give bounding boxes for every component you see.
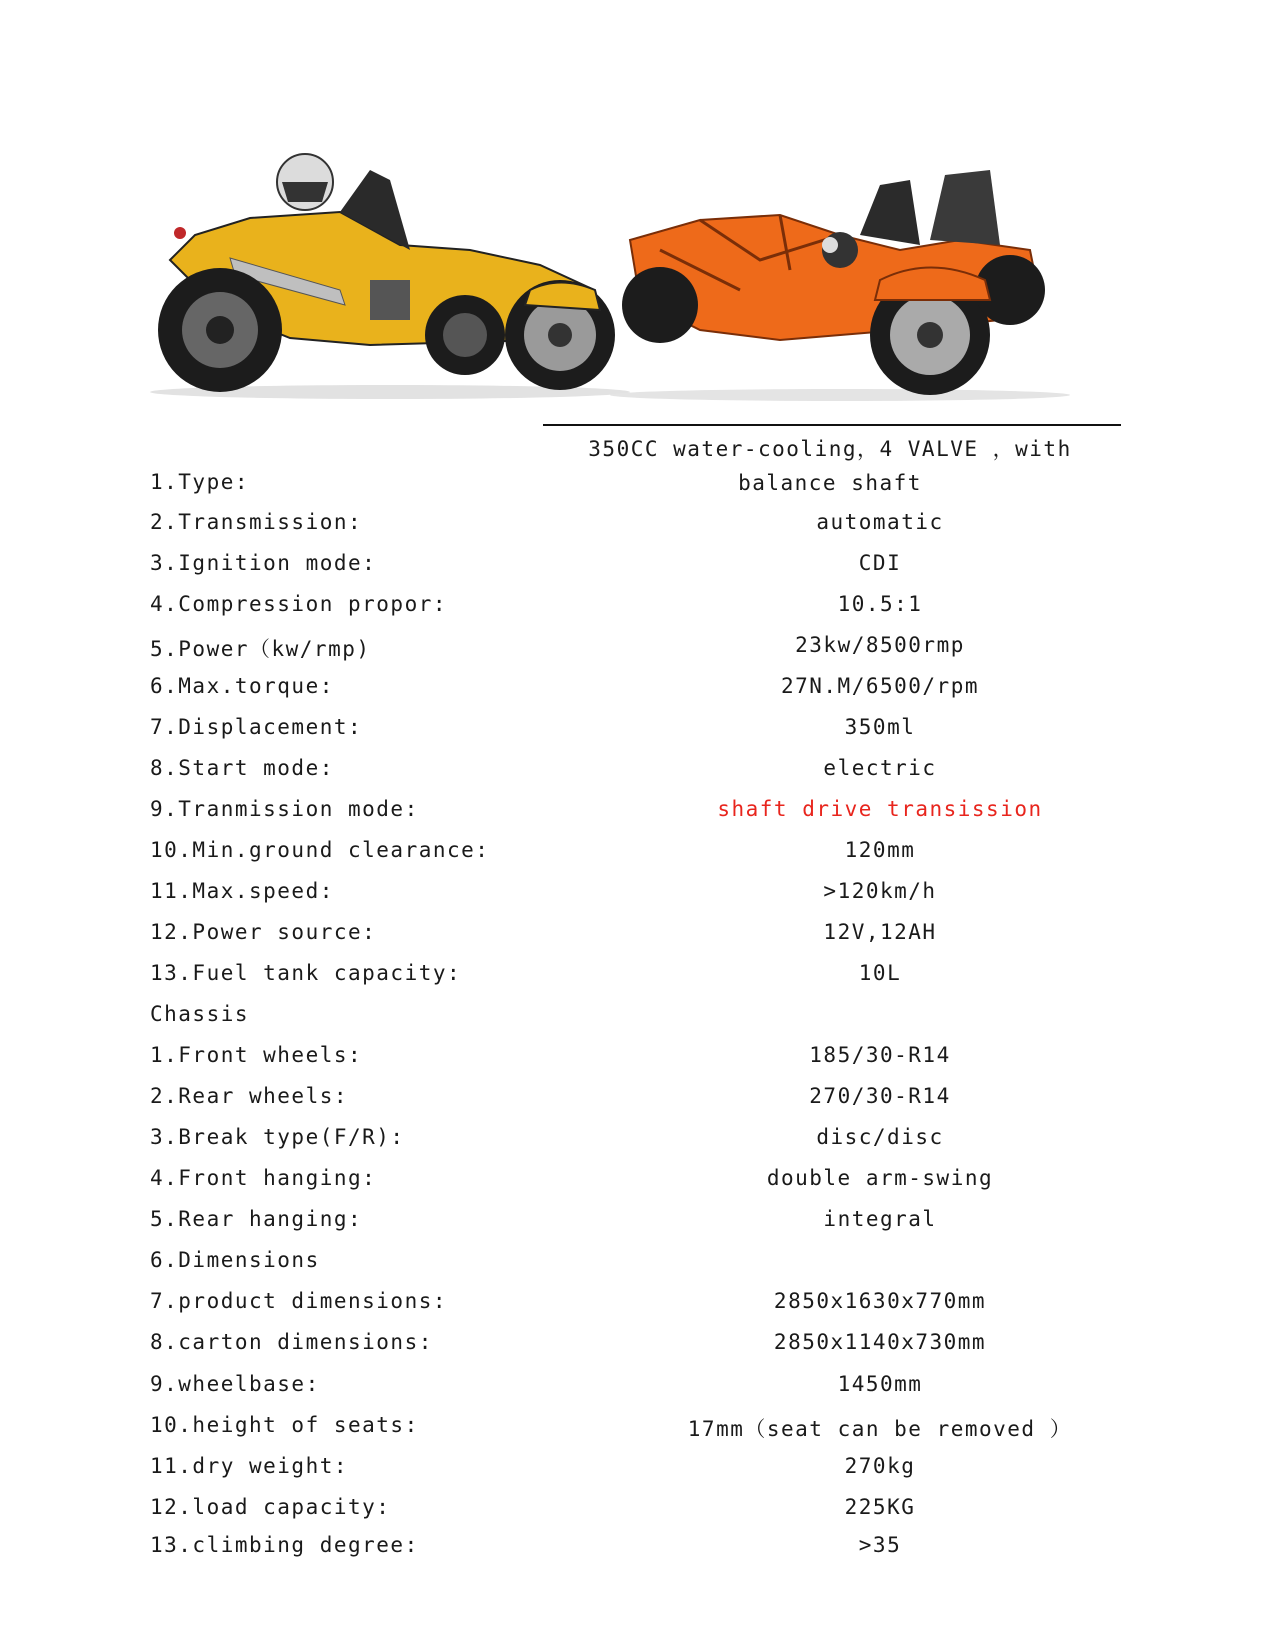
spec-row <box>150 1043 1150 1073</box>
spec-value: integral <box>823 1207 937 1231</box>
spec-value: 27N.M/6500/rpm <box>780 674 979 698</box>
spec-value: 10L <box>858 961 902 985</box>
spec-row <box>150 1372 1150 1402</box>
spec-row <box>150 1125 1150 1155</box>
spec-row <box>150 1413 1150 1443</box>
spec-row <box>150 1084 1150 1114</box>
spec-row <box>150 838 1150 868</box>
spec-label: 6.Max.torque: <box>150 674 334 698</box>
spec-label: 11.Max.speed: <box>150 879 334 903</box>
orange-trike-image <box>610 170 1070 401</box>
spec-label: 3.Ignition mode: <box>150 551 377 575</box>
spec-label: 10.Min.ground clearance: <box>150 838 490 862</box>
spec-value: 270kg <box>844 1454 916 1478</box>
spec-label: 6.Dimensions <box>150 1248 320 1272</box>
spec-label: 11.dry weight: <box>150 1454 349 1478</box>
spec-value-highlight: shaft drive transission <box>717 797 1043 821</box>
spec-value: 12V,12AH <box>823 920 937 944</box>
chassis-heading: Chassis <box>150 1002 250 1026</box>
spec-row <box>150 1533 1150 1563</box>
spec-row <box>150 961 1150 991</box>
spec-label: 5.Rear hanging: <box>150 1207 363 1231</box>
spec-label: 4.Front hanging: <box>150 1166 377 1190</box>
spec-label: 5.Power（kw/rmp) <box>150 637 371 661</box>
spec-value: automatic <box>816 510 944 534</box>
spec-value: 350ml <box>844 715 916 739</box>
spec-row <box>150 756 1150 786</box>
spec-label: 2.Transmission: <box>150 510 363 534</box>
spec-label: 1.Type: <box>150 470 250 494</box>
spec-value: >35 <box>858 1533 902 1557</box>
spec-row <box>150 1248 1150 1278</box>
spec-row <box>150 715 1150 745</box>
spec-row <box>150 879 1150 909</box>
spec-label: 8.carton dimensions: <box>150 1330 433 1354</box>
chassis-heading-row <box>150 1002 1150 1032</box>
spec-value: 17mm（seat can be removed ） <box>687 1417 1073 1441</box>
spec-value: disc/disc <box>816 1125 944 1149</box>
yellow-trike-image <box>150 154 630 399</box>
spec-label: 1.Front wheels: <box>150 1043 363 1067</box>
spec-value: 2850x1140x730mm <box>773 1330 987 1354</box>
spec-value: >120km/h <box>823 879 937 903</box>
spec-value: 270/30-R14 <box>809 1084 951 1108</box>
spec-row <box>150 633 1150 663</box>
spec-value: 10.5:1 <box>837 592 923 616</box>
spec-value: 185/30-R14 <box>809 1043 951 1067</box>
type-value-line2: balance shaft <box>738 471 922 495</box>
spec-row <box>150 1330 1150 1360</box>
spec-row <box>150 674 1150 704</box>
spec-value: 2850x1630x770mm <box>773 1289 987 1313</box>
spec-row <box>150 551 1150 581</box>
spec-label: 7.Displacement: <box>150 715 363 739</box>
divider-line <box>543 424 1121 426</box>
spec-value: CDI <box>858 551 902 575</box>
type-value-line1: 350CC water-cooling，4 VALVE ，with <box>588 437 1072 461</box>
spec-label: 3.Break type(F/R): <box>150 1125 405 1149</box>
spec-label: 8.Start mode: <box>150 756 334 780</box>
spec-row-type <box>150 470 1150 500</box>
spec-row <box>150 592 1150 622</box>
spec-label: 2.Rear wheels: <box>150 1084 349 1108</box>
spec-row <box>150 1454 1150 1484</box>
spec-value: double arm-swing <box>766 1166 994 1190</box>
spec-value: 225KG <box>844 1495 916 1519</box>
spec-row <box>150 797 1150 827</box>
spec-value: 120mm <box>844 838 916 862</box>
spec-row <box>150 1289 1150 1319</box>
spec-row <box>150 1207 1150 1237</box>
spec-label: 12.load capacity: <box>150 1495 391 1519</box>
spec-row <box>150 920 1150 950</box>
spec-label: 9.wheelbase: <box>150 1372 320 1396</box>
spec-value: 1450mm <box>837 1372 923 1396</box>
spec-row <box>150 1495 1150 1525</box>
spec-label: 4.Compression propor: <box>150 592 448 616</box>
spec-label: 7.product dimensions: <box>150 1289 448 1313</box>
product-photos <box>140 140 1135 410</box>
spec-row <box>150 1166 1150 1196</box>
spec-label: 9.Tranmission mode: <box>150 797 419 821</box>
spec-value: 23kw/8500rmp <box>795 633 965 657</box>
spec-row <box>150 510 1150 540</box>
spec-label: 13.climbing degree: <box>150 1533 419 1557</box>
spec-label: 13.Fuel tank capacity: <box>150 961 462 985</box>
spec-value: electric <box>823 756 937 780</box>
spec-label: 12.Power source: <box>150 920 377 944</box>
spec-label: 10.height of seats: <box>150 1413 419 1437</box>
